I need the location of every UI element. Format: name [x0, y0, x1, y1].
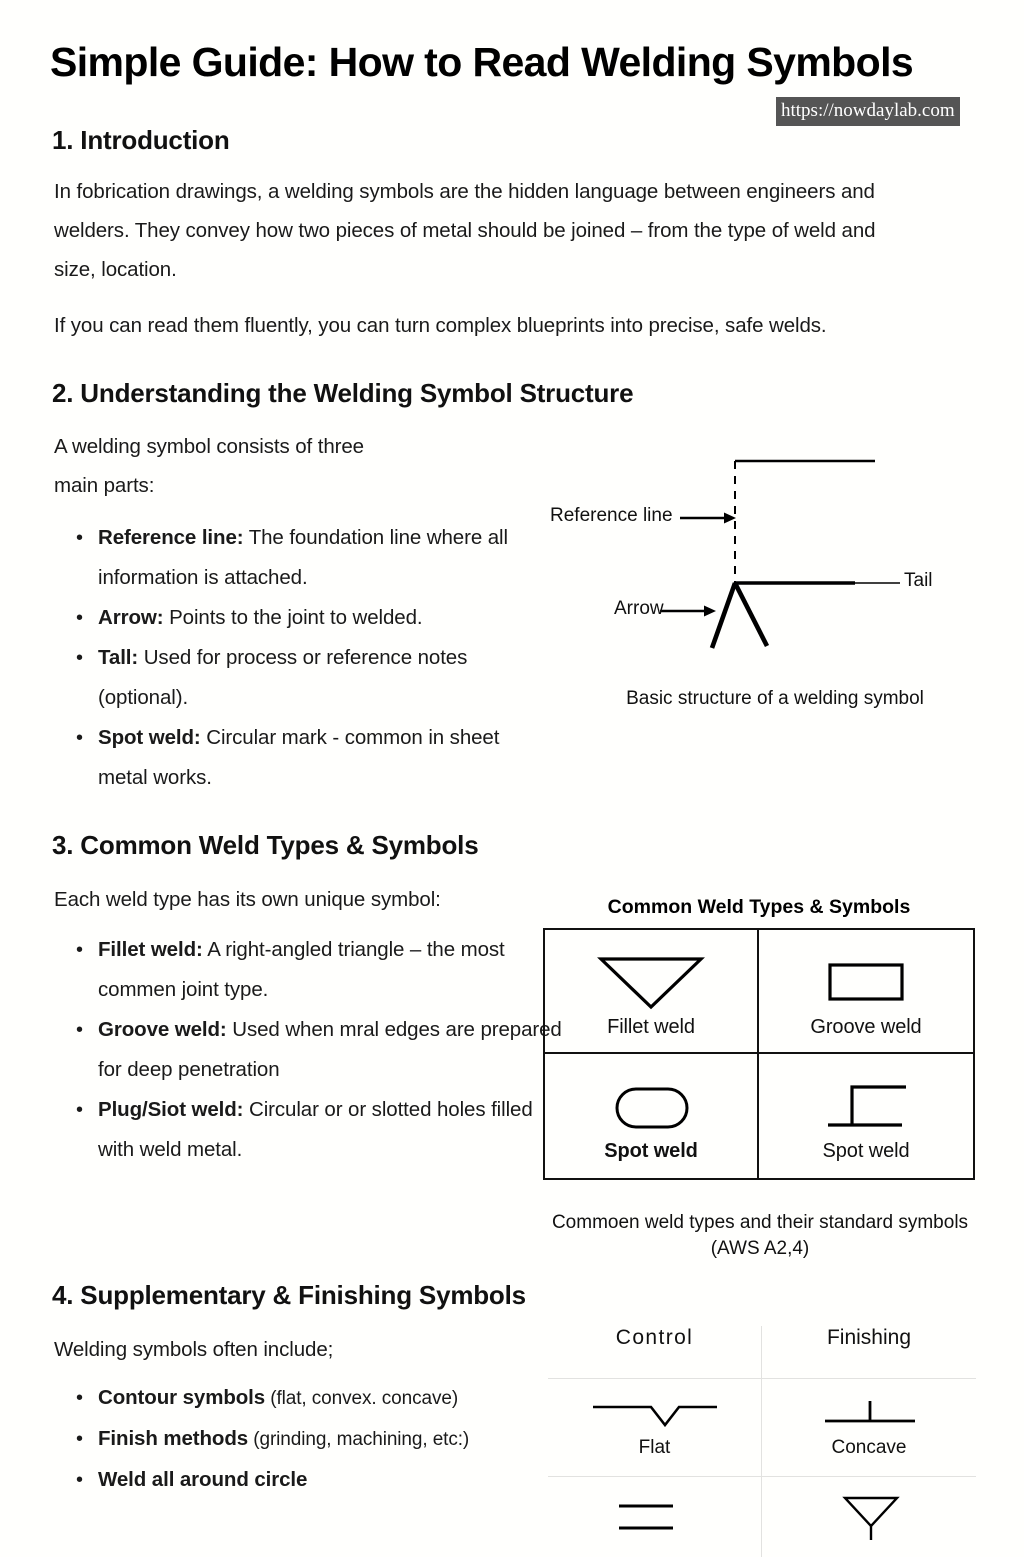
- watermark-url: https://nowdaylab.com: [776, 97, 960, 126]
- weld-types-bullet-list: [62, 930, 563, 1170]
- bullet-text: Circular mark - common in sheet metal works.: [98, 726, 500, 789]
- bullet-text: (grinding, machining, etc:): [248, 1429, 470, 1450]
- contour-finish-table-row: [548, 1379, 976, 1477]
- contour-finish-cell-funnel: [762, 1477, 976, 1557]
- bullet-text: Used when mral edges are prepared for deep penetration: [98, 1018, 562, 1081]
- list-item: [98, 1460, 578, 1500]
- bullet-text: Circular or or slotted holes filled with weld metal.: [98, 1098, 533, 1161]
- contour-finish-table-row: [548, 1477, 976, 1557]
- bullet-term: Weld all around circle: [98, 1468, 308, 1491]
- bullet-term: Contour symbols: [98, 1386, 266, 1409]
- weld-type-cell-fillet: [545, 930, 759, 1054]
- welding-symbol-svg: [540, 436, 1010, 666]
- page-title: Simple Guide: How to Read Welding Symbols: [50, 39, 914, 85]
- contour-finish-cell-concave: [762, 1379, 976, 1476]
- arrow-arrowhead: [704, 606, 716, 617]
- list-item: [98, 1010, 563, 1090]
- section-heading-weld-types: 3. Common Weld Types & Symbols: [52, 830, 479, 860]
- list-item: [98, 1378, 578, 1419]
- groove-weld-rectangle-icon: [810, 952, 922, 1014]
- figure-label-tail: Tail: [904, 570, 933, 591]
- contour-finish-column-header-finishing: Finishing: [826, 1326, 912, 1349]
- bullet-term: Fillet weld:: [98, 938, 203, 961]
- arrow-left-stroke: [712, 583, 735, 648]
- bullet-term: Tall:: [98, 646, 139, 669]
- weld-type-cell-spot-oval: [545, 1054, 759, 1178]
- bullet-term: Finish methods: [98, 1427, 249, 1450]
- section-heading-introduction: 1. Introduction: [52, 125, 230, 155]
- bullet-term: Groove weld:: [98, 1018, 227, 1041]
- figure-label-arrow: Arrow: [614, 598, 664, 619]
- contour-finish-cell-flat: [548, 1379, 762, 1476]
- list-item: [98, 518, 548, 598]
- bullet-term: Spot weld:: [98, 726, 201, 749]
- section-heading-supplementary: 4. Supplementary & Finishing Symbols: [52, 1280, 526, 1310]
- structure-intro-text: A welding symbol consists of three main parts:: [54, 435, 364, 497]
- intro-paragraph-1: In fobrication drawings, a welding symbols are the hidden language between engineers and welders. They convey how two pieces of metal should be joined – from the type of weld and size, location.: [54, 180, 876, 281]
- contour-finish-cell-double-line: [548, 1477, 762, 1557]
- list-item: [98, 598, 548, 638]
- welding-symbol-diagram: [540, 436, 1010, 726]
- weld-type-label: Spot weld: [604, 1140, 698, 1162]
- bullet-text: Used for process or reference notes (optional).: [98, 646, 468, 709]
- arrow-right-stroke: [735, 583, 767, 646]
- figure-label-reference-line: Reference line: [550, 505, 673, 526]
- bullet-term: Reference line:: [98, 526, 244, 549]
- weld-types-table-title: Common Weld Types & Symbols: [607, 896, 911, 918]
- figure-caption-welding-symbol: Basic structure of a welding symbol: [626, 688, 924, 709]
- weld-types-table-caption: Commoen weld types and their standard symbols (AWS A2,4): [551, 1212, 969, 1259]
- bullet-term: Arrow:: [98, 606, 164, 629]
- spot-weld-step-icon: [810, 1076, 922, 1138]
- contour-finish-column-header-control: Control: [548, 1326, 762, 1378]
- funnel-triangle-icon: [803, 1497, 935, 1539]
- structure-bullet-list: [62, 518, 548, 798]
- bullet-text: (flat, convex. concave): [265, 1388, 459, 1409]
- supplementary-intro-text: Welding symbols often include;: [54, 1338, 334, 1361]
- list-item: [98, 930, 563, 1010]
- weld-type-label: Fillet weld: [607, 1016, 695, 1038]
- section-heading-structure: 2. Understanding the Welding Symbol Structure: [52, 378, 634, 408]
- supplementary-bullet-list: [62, 1378, 578, 1500]
- bullet-term: Plug/Siot weld:: [98, 1098, 244, 1121]
- weld-types-table: [543, 928, 975, 1180]
- weld-type-cell-spot-step: [759, 1054, 973, 1178]
- contour-finish-table: [548, 1326, 976, 1536]
- list-item: [98, 1090, 563, 1170]
- double-line-icon: [589, 1497, 721, 1539]
- contour-flat-icon: [589, 1393, 721, 1435]
- bullet-text: The foundation line where all information is attached.: [98, 526, 508, 589]
- bullet-text: Points to the joint to welded.: [163, 606, 423, 629]
- intro-paragraph-2: If you can read them fluently, you can turn complex blueprints into precise, safe welds.: [54, 314, 827, 337]
- spot-weld-oval-icon: [595, 1076, 707, 1138]
- weld-type-label: Spot weld: [822, 1140, 910, 1162]
- weld-types-intro-text: Each weld type has its own unique symbol:: [54, 888, 441, 911]
- contour-finish-table-header-row: [548, 1326, 976, 1379]
- weld-type-cell-groove: [759, 930, 973, 1054]
- bullet-text: A right-angled triangle – the most commen joint type.: [98, 938, 505, 1001]
- list-item: [98, 638, 548, 718]
- list-item: [98, 1419, 578, 1460]
- fillet-weld-triangle-icon: [595, 952, 707, 1014]
- contour-finish-cell-label: Flat: [638, 1437, 671, 1458]
- contour-finish-cell-label: Concave: [831, 1437, 907, 1458]
- weld-type-label: Groove weld: [810, 1016, 922, 1038]
- list-item: [98, 718, 548, 798]
- contour-concave-icon: [803, 1393, 935, 1435]
